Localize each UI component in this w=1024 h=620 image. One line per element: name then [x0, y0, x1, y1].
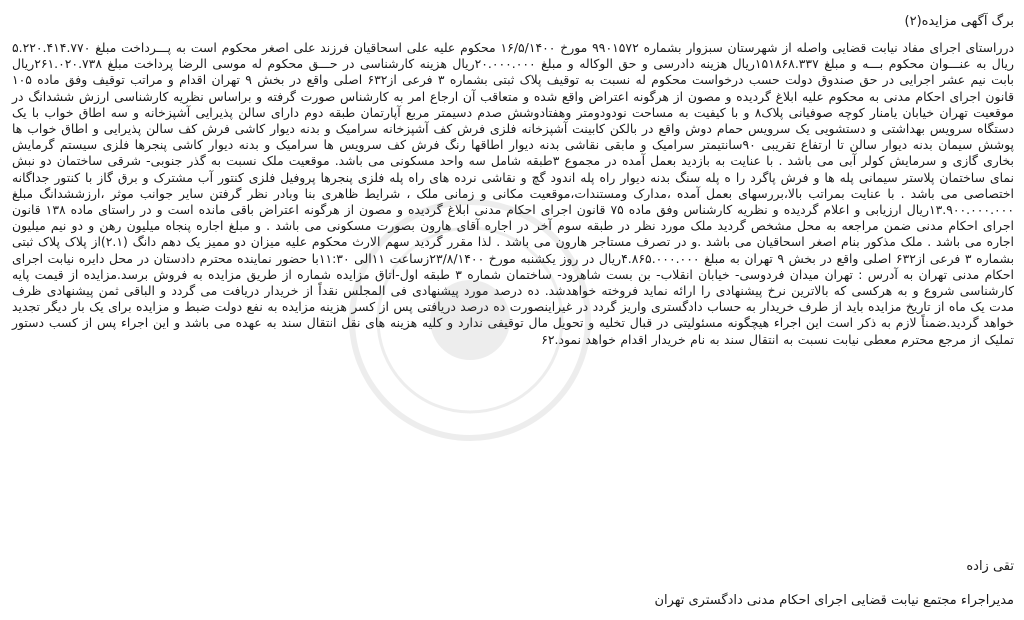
signatory-name: تقی زاده [966, 559, 1014, 574]
signatory-position: مدیراجراء مجتمع نیابت قضایی اجرای احکام مدنی دادگستری تهران [654, 593, 1014, 608]
signature-block [654, 556, 1014, 612]
notice-title: برگ آگهی مزایده(۲) [904, 14, 1014, 29]
notice-body-text: درراستای اجرای مفاد نیابت قضایی واصله از شهرستان سبزوار بشماره ۹۹۰۱۵۷۲ مورخ ۱۶/۵/۱۴۰۰ محکوم علیه علی اسحاقیان فرزند علی اصغر محکوم است به پـــرداخت مبلغ ۵.۲۲۰.۴۱۴.۷۷۰ ریال به عنـــوان محکوم بـــه و مبلغ ۱۵۱۸۶۸.۳۳۷ریال هزینه دادرسی و حق الوکاله و مبلغ ۲۰.۰۰۰.۰۰۰ریال هزینه کارشناسی در حـــق محکوم له موسی الرضا پرداخت مبلغ ۲۶۱.۰۲۰.۷۳۸ریال بابت نیم عشر اجرایی در حق صندوق دولت حسب درخواست محکوم له نسبت به توقیف پلاک ثبتی بشماره ۳ فرعی از۶۳۲ اصلی واقع در بخش ۹ تهران اقدام و مراتب توقیف وفق ماده ۱۰۵ قانون اجرای احکام مدنی به محکوم علیه ابلاغ گردیده و مصون از هرگونه اعتراض واقع شده و متعاقب آن ارجاع امر به کارشناس صورت گرفته و براساس نظریه کارشناسی ارزش ششدانگ در موقعیت تهران خیابان یامنار کوچه صوفیانی پلاک۸ و با کیفیت به مساحت نودودومتر وهفتادوشش صدم دسیمتر مربع آپارتمان طبقه دوم دارای سالن پذیرایی آشپزخانه و سه اطاق خواب با یک دستگاه سرویس بهداشتی و دستشویی یک سرویس حمام دوش واقع در بالکن کابینت آشپزخانه فلزی فرش کف آشپزخانه سرامیک و بدنه دیوار کاشی فرش کف سالن پذیرایی و اطاق خواب ها پوشش سیمان بدنه دیوار سالن تا ارتفاع تقریبی ۹۰سانتیمتر سرامیک و مابقی نقاشی بدنه دیوار اطاقها رنگ فرش کف سرویس ها سرامیک و بدنه دیوار کاشی پنجرها فلزی سیستم گرمایش بخاری گازی و سرمایش کولر آبی می باشد . با عنایت به بازدید بعمل آمده در مجموع ۳طبقه شامل سه واحد مسکونی می باشد. موقعیت ملک نسبت به گذر جنوبی- شرقی ساختمان دو نبش نمای ساختمان پلاستر سیمانی پله ها و فرش پاگرد را ه پله سنگ بدنه دیوار راه پله اندود گچ و نقاشی نرده های راه پله فلزی پنجرها پروفیل فلزی کنتور آب مشترک و برق گاز با کنتور جداگانه اختصاصی می باشد . با عنایت بمراتب بالا،بررسهای بعمل آمده ،مدارک ومستندات،موقعیت مکانی و زمانی ملک ، شرایط ظاهری بنا وبادر نظر گرفتن سایر جوانب موثر ،ارزششدانگ مبلغ ۱۳.۹۰۰.۰۰۰.۰۰۰ریال ارزیابی و اعلام گردیده و نظریه کارشناس وفق ماده ۷۵ قانون اجرای احکام مدنی ابلاغ گردیده و مصون از هرگونه اعتراض باقی مانده است و در راستای ماده ۱۳۸ قانون اجرای احکام مدنی ضمن مراجعه به محل مشخص گردید ملک مورد نظر در طبقه سوم آخر در اجاره آقای هارون بصورت مسکونی می باشد . و مبلغ اجاره پنجاه میلیون رهن و دو نیم میلیون اجاره می باشد . ملک مذکور بنام اصغر اسحاقیان می باشد .و در تصرف مستاجر هارون می باشد . لذا مقرر گردید سهم الارث محکوم علیه میزان دو ممیز یک دهم دانگ (۲.۱)از پلاک پلاک ثبتی بشماره ۳ فرعی از۶۳۲ اصلی واقع در بخش ۹ تهران به مبلغ ۴.۸۶۵.۰۰۰.۰۰۰ریال در روز یکشنبه مورخ ۲۳/۸/۱۴۰۰زساعت ۱۱الی ۱۱:۳۰با حضور نماینده محترم دادستان در محل دایره نیابت اجرای احکام مدنی تهران به آدرس : تهران میدان فردوسی- خیابان انقلاب- بن بست شاهرود- ساختمان شماره ۳ طبقه اول-اتاق مزایده شماره از طریق مزایده به فروش برسد.مزایده از قیمت پایه کارشناسی شروع و به هرکسی که بالاترین نرخ پیشنهادی را ارائه نماید فروخته خواهدشد. ده درصد مورد پیشنهادی فی المجلس نقداً از خریدار دریافت می گردد و الباقی ثمن پیشنهادی ظرف مدت یک ماه از تاریخ مزایده باید از طرف خریدار به حساب دادگستری واریز گردد در غیراینصورت ده درصد دریافتی پس از کسر هزینه مزایده به نفع دولت ضبط و مزایده برای یک بار دیگر تجدید خواهد گردید.ضمناً لازم به ذکر است این اجراء هیچگونه مسئولیتی در قبال تخلیه و تحویل مال توقیفی ندارد و کلیه هزینه های نقل انتقال سند به عهده می باشد و این اجراء پس از کسب دستور تملیک از مرجع محترم معطی نیابت نسبت به انتقال سند به نام خریدار اقدام خواهد نمود.۶۲ [12, 40, 1015, 347]
